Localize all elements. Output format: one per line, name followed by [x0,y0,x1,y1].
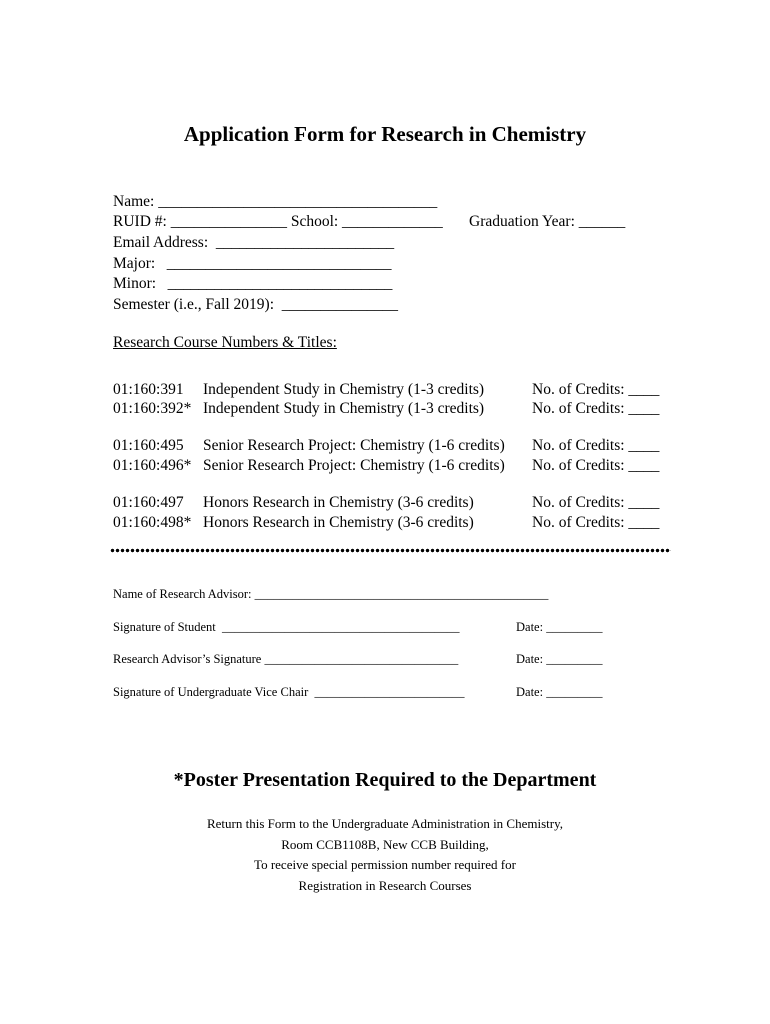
instruction-line: Room CCB1108B, New CCB Building, [281,837,489,852]
course-number: 01:160:391 [113,381,184,398]
student-signature-field[interactable]: Signature of Student ______________________________________ [113,620,460,634]
instruction-line: To receive special permission number required for [254,857,516,872]
email-field[interactable]: Email Address: _______________________ [113,234,395,251]
course-number: 01:160:392* [113,400,192,417]
course-title: Independent Study in Chemistry (1-3 credits) [203,400,485,417]
course-number: 01:160:497 [113,494,184,511]
instruction-line: Registration in Research Courses [298,878,472,893]
advisor-name-field[interactable]: Name of Research Advisor: _______________________________________________ [113,587,549,601]
credits-field[interactable]: No. of Credits: ____ [532,457,660,474]
ruid-school-field[interactable]: RUID #: _______________ School: _____________ [113,213,443,230]
course-number: 01:160:498* [113,514,192,531]
poster-note: *Poster Presentation Required to the Department [173,769,597,791]
course-number: 01:160:495 [113,437,184,454]
major-field[interactable]: Major: _____________________________ [113,255,392,272]
semester-field[interactable]: Semester (i.e., Fall 2019): _______________ [113,296,398,313]
minor-field[interactable]: Minor: _____________________________ [113,275,393,292]
course-title: Senior Research Project: Chemistry (1-6 credits) [203,457,505,474]
instruction-line: Return this Form to the Undergraduate Administration in Chemistry, [206,816,563,831]
credits-field[interactable]: No. of Credits: ____ [532,494,660,511]
credits-field[interactable]: No. of Credits: ____ [532,514,660,531]
name-field[interactable]: Name: ____________________________________ [113,193,438,210]
dotted-separator [110,548,671,553]
courses-heading: Research Course Numbers & Titles: [113,334,337,351]
credits-field[interactable]: No. of Credits: ____ [532,400,660,417]
credits-field[interactable]: No. of Credits: ____ [532,381,660,398]
course-title: Senior Research Project: Chemistry (1-6 credits) [203,437,505,454]
credits-field[interactable]: No. of Credits: ____ [532,437,660,454]
course-title: Honors Research in Chemistry (3-6 credits) [203,514,474,531]
date-field[interactable]: Date: _________ [516,620,603,634]
advisor-signature-field[interactable]: Research Advisor’s Signature _______________________________ [113,652,459,666]
course-number: 01:160:496* [113,457,192,474]
page-title: Application Form for Research in Chemistry [183,122,587,146]
date-field[interactable]: Date: _________ [516,652,603,666]
course-title: Independent Study in Chemistry (1-3 credits) [203,381,485,398]
date-field[interactable]: Date: _________ [516,685,603,699]
vice-chair-signature-field[interactable]: Signature of Undergraduate Vice Chair ________________________ [113,685,465,699]
graduation-year-field[interactable]: Graduation Year: ______ [469,213,626,230]
course-title: Honors Research in Chemistry (3-6 credits) [203,494,474,511]
